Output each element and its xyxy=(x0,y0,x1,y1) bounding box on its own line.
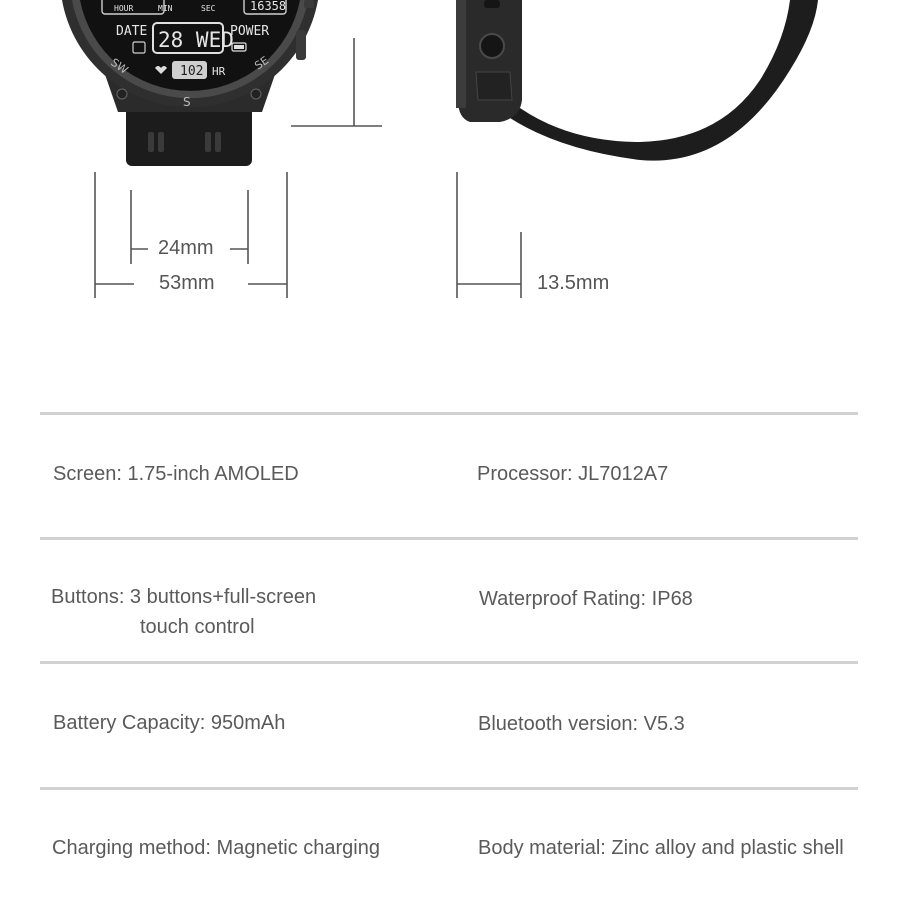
watch-side-view xyxy=(456,0,818,161)
spec-buttons-continued: touch control xyxy=(140,616,255,638)
face-label-date: DATE xyxy=(116,24,148,39)
divider xyxy=(40,661,858,664)
face-label-power: POWER xyxy=(230,24,270,39)
face-label-min: MIN xyxy=(158,4,173,13)
side-button-icon xyxy=(296,30,306,60)
divider xyxy=(40,537,858,540)
dimension-screen-width: 24mm xyxy=(158,237,214,259)
divider xyxy=(40,412,858,415)
face-label-hr: HR xyxy=(212,65,226,78)
face-steps: 16358 xyxy=(250,0,287,13)
crown-button-icon xyxy=(480,34,504,58)
face-label-hour: HOUR xyxy=(114,4,134,13)
dimension-body-width: 53mm xyxy=(159,272,215,294)
spec-screen: Screen: 1.75-inch AMOLED xyxy=(53,463,299,485)
strap-side-icon xyxy=(510,0,818,161)
spec-bluetooth: Bluetooth version: V5.3 xyxy=(478,713,685,735)
bezel-mark-se: SE xyxy=(252,53,272,73)
bezel-mark-sw: SW xyxy=(108,55,131,77)
dimension-thickness: 13.5mm xyxy=(537,272,610,294)
face-heart-rate: 102 xyxy=(180,64,204,79)
face-date-value: 28 WED xyxy=(158,28,234,52)
side-dimension-lines xyxy=(457,172,521,298)
bezel-mark-s: S xyxy=(183,95,191,109)
spec-buttons: Buttons: 3 buttons+full-screen xyxy=(51,586,317,608)
spec-battery: Battery Capacity: 950mAh xyxy=(53,712,286,734)
spec-processor: Processor: JL7012A7 xyxy=(477,463,669,485)
watch-front-view xyxy=(62,0,318,166)
watch-illustration xyxy=(0,0,900,320)
spec-charging: Charging method: Magnetic charging xyxy=(52,837,380,859)
divider xyxy=(40,787,858,790)
spec-body-material: Body material: Zinc alloy and plastic shell xyxy=(478,837,844,859)
face-label-sec: SEC xyxy=(201,4,216,13)
spec-waterproof: Waterproof Rating: IP68 xyxy=(479,588,693,610)
